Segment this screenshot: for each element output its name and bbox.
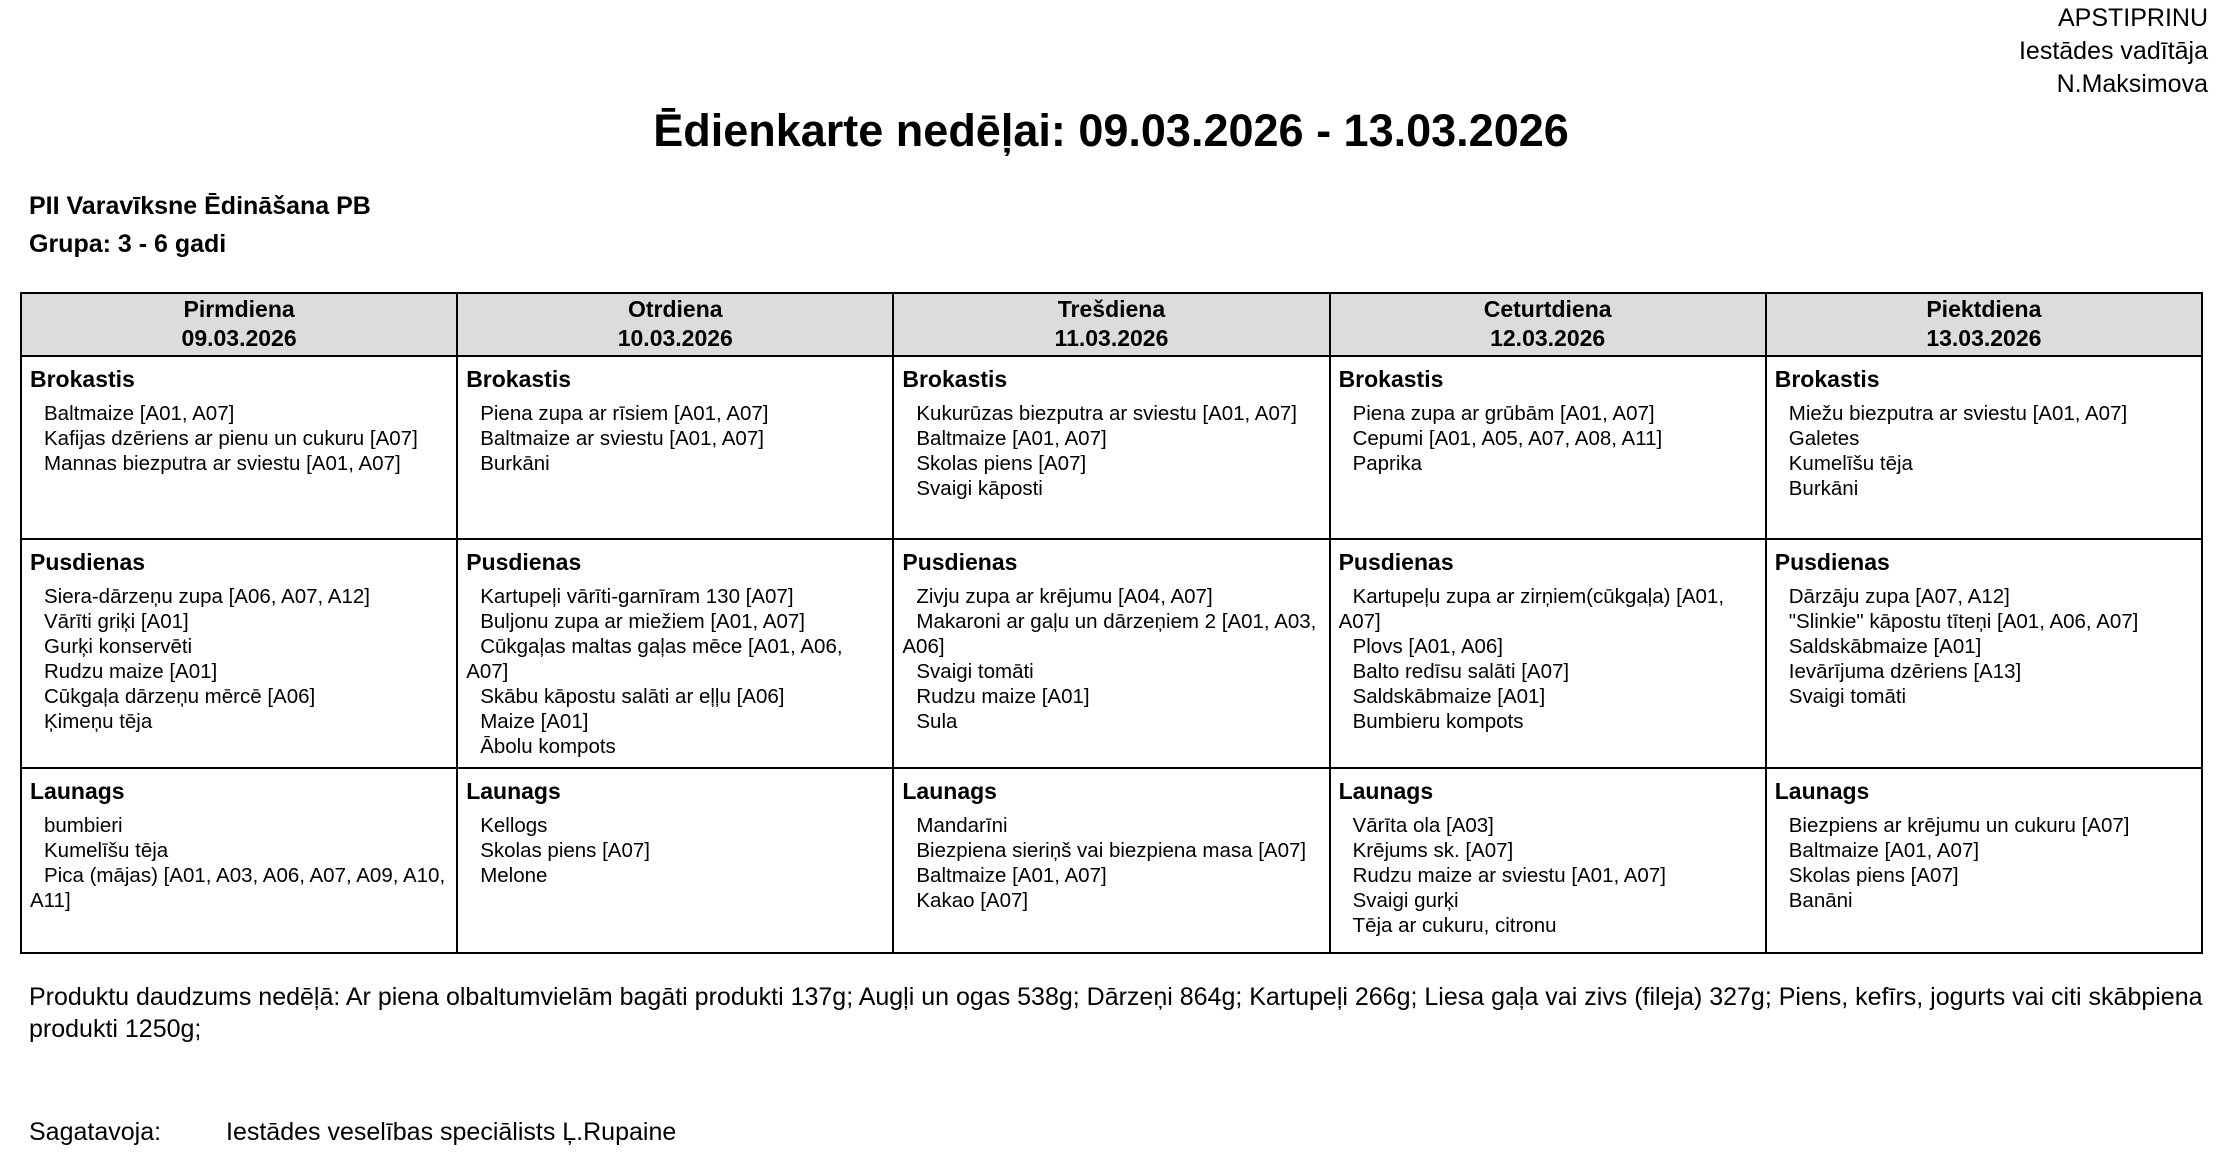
menu-item: Krējums sk. [A07] [1352, 839, 1514, 862]
prepared-by-value: Iestādes veselības speciālists Ļ.Rupaine [226, 1118, 677, 1146]
group-label: Grupa: 3 - 6 gadi [29, 230, 227, 258]
meal-title: Brokastis [30, 366, 135, 392]
meal-title: Brokastis [1774, 366, 1880, 392]
day-name: Otrdiena [627, 296, 723, 322]
meal-cell [893, 356, 1329, 539]
meal-title: Brokastis [466, 366, 572, 392]
approval-label: APSTIPRINU [2057, 4, 2208, 32]
menu-item: Bumbieru kompots [1352, 710, 1524, 733]
menu-item: Skolas piens [A07] [1788, 864, 1959, 887]
menu-item: Kartupeļi vārīti-garnīram 130 [A07] [480, 585, 794, 608]
menu-item: Burkāni [480, 452, 550, 475]
breakfast-row [21, 356, 2202, 539]
menu-item: Rudzu maize ar sviestu [A01, A07] [1352, 864, 1666, 887]
menu-item: Kellogs [480, 814, 548, 837]
menu-item: Maize [A01] [480, 710, 589, 733]
meal-cell [1330, 768, 1766, 953]
menu-item: Dārzāju zupa [A07, A12] [1788, 585, 2010, 608]
org-info [29, 187, 371, 263]
org-name: PII Varavīksne Ēdināšana PB [29, 192, 371, 220]
meal-title: Pusdienas [1338, 549, 1454, 575]
menu-item: Biezpiena sieriņš vai biezpiena masa [A07] [916, 839, 1307, 862]
menu-item: Pica (mājas) [A01, A03, A06, A07, A09, A10, A11] [30, 864, 446, 912]
menu-item: Burkāni [1788, 477, 1859, 500]
day-date: 09.03.2026 [181, 325, 297, 351]
menu-item: Saldskābmaize [A01] [1788, 635, 1982, 658]
prepared-by-label: Sagatavoja: [29, 1118, 162, 1146]
menu-item: Miežu biezputra ar sviestu [A01, A07] [1788, 402, 2128, 425]
menu-item: Mandarīni [916, 814, 1008, 837]
menu-item: Rudzu maize [A01] [44, 660, 218, 683]
day-date: 12.03.2026 [1490, 325, 1606, 351]
menu-item: Rudzu maize [A01] [916, 685, 1090, 708]
menu-item: Melone [480, 864, 548, 887]
menu-item: Galetes [1788, 427, 1860, 450]
menu-item: Ievārījuma dzēriens [A13] [1788, 660, 2022, 683]
day-header-row [21, 293, 2202, 356]
menu-item: Sula [916, 710, 958, 733]
menu-item: Svaigi tomāti [1788, 685, 1907, 708]
menu-item: Cūkgaļa dārzeņu mērcē [A06] [44, 685, 316, 708]
day-name: Trešdiena [1057, 296, 1166, 322]
menu-item: Kukurūzas biezputra ar sviestu [A01, A07] [916, 402, 1297, 425]
meal-title: Brokastis [1338, 366, 1444, 392]
day-header [457, 293, 893, 356]
menu-item: Baltmaize [A01, A07] [44, 402, 235, 425]
meal-title: Pusdienas [902, 549, 1018, 575]
day-date: 13.03.2026 [1926, 325, 2042, 351]
menu-item: Paprika [1352, 452, 1423, 475]
menu-item: Zivju zupa ar krējumu [A04, A07] [916, 585, 1213, 608]
meal-title: Launags [1774, 778, 1870, 804]
day-date: 10.03.2026 [617, 325, 733, 351]
menu-item: Kumelīšu tēja [44, 839, 169, 862]
meal-cell [1766, 356, 2202, 539]
menu-item: Mannas biezputra ar sviestu [A01, A07] [44, 452, 401, 475]
page-title: Ēdienkarte nedēļai: 09.03.2026 - 13.03.2026 [653, 105, 1569, 156]
menu-item: Skolas piens [A07] [480, 839, 650, 862]
meal-title: Launags [466, 778, 561, 804]
meal-cell [457, 356, 893, 539]
menu-item: Biezpiens ar krējumu un cukuru [A07] [1788, 814, 2130, 837]
meal-cell [1766, 768, 2202, 953]
menu-item: Baltmaize ar sviestu [A01, A07] [480, 427, 764, 450]
menu-item: Kakao [A07] [916, 889, 1029, 912]
meal-title: Pusdienas [466, 549, 582, 575]
menu-item: Cūkgaļas maltas gaļas mēce [A01, A06, A07] [466, 635, 843, 683]
meal-cell [1330, 356, 1766, 539]
meal-title: Pusdienas [1774, 549, 1890, 575]
meal-title: Pusdienas [30, 549, 146, 575]
menu-item: Svaigi kāposti [916, 477, 1043, 500]
menu-item: Svaigi tomāti [916, 660, 1034, 683]
meal-title: Brokastis [902, 366, 1008, 392]
meal-cell [893, 539, 1329, 768]
menu-item: Baltmaize [A01, A07] [916, 864, 1107, 887]
menu-item: "Slinkie" kāpostu tīteņi [A01, A06, A07] [1788, 610, 2139, 633]
menu-item: Balto redīsu salāti [A07] [1352, 660, 1570, 683]
meal-cell [1330, 539, 1766, 768]
menu-item: Svaigi gurķi [1352, 889, 1459, 912]
meal-title: Launags [902, 778, 997, 804]
day-date: 11.03.2026 [1054, 325, 1169, 351]
menu-item: Tēja ar cukuru, citronu [1352, 914, 1557, 937]
menu-item: Kafijas dzēriens ar pienu un cukuru [A07] [44, 427, 418, 450]
day-header [1766, 293, 2202, 356]
menu-item: Kumelīšu tēja [1788, 452, 1913, 475]
meal-title: Launags [30, 778, 125, 804]
meal-cell [893, 768, 1329, 953]
day-header [1330, 293, 1766, 356]
approver-name: N.Maksimova [2056, 70, 2208, 98]
day-name: Pirmdiena [183, 296, 295, 322]
menu-item: Cepumi [A01, A05, A07, A08, A11] [1352, 427, 1663, 450]
day-header [21, 293, 457, 356]
approval-block [2019, 2, 2208, 101]
menu-item: Plovs [A01, A06] [1352, 635, 1503, 658]
menu-item: Makaroni ar gaļu un dārzeņiem 2 [A01, A03, A06] [902, 610, 1317, 658]
menu-item: Ķimeņu tēja [44, 710, 153, 733]
menu-item: Piena zupa ar grūbām [A01, A07] [1352, 402, 1655, 425]
menu-item: Baltmaize [A01, A07] [1788, 839, 1980, 862]
menu-item: Buljonu zupa ar miežiem [A01, A07] [480, 610, 805, 633]
day-name: Ceturtdiena [1483, 296, 1612, 322]
menu-item: Skābu kāpostu salāti ar eļļu [A06] [480, 685, 785, 708]
meal-cell [21, 768, 457, 953]
meal-cell [21, 356, 457, 539]
weekly-products-summary: Produktu daudzums nedēļā: Ar piena olbaltumvielām bagāti produkti 137g; Augļi un ogas 538g; Dārzeņi 864g; Kartupeļi 266g; Liesa gaļa vai zivs (fileja) 327g; Piens, kefīrs, jogurts vai citi skābpiena produkti 1250g; [29, 983, 2203, 1043]
meal-cell [457, 768, 893, 953]
approver-position: Iestādes vadītāja [2018, 37, 2208, 65]
menu-item: Ābolu kompots [480, 735, 616, 758]
day-header [893, 293, 1329, 356]
prepared-by [29, 1116, 676, 1148]
menu-item: Kartupeļu zupa ar zirņiem(cūkgaļa) [A01, A07] [1338, 585, 1725, 633]
meal-cell [457, 539, 893, 768]
menu-item: bumbieri [44, 814, 123, 837]
menu-item: Gurķi konservēti [44, 635, 193, 658]
menu-item: Skolas piens [A07] [916, 452, 1087, 475]
menu-item: Vārīta ola [A03] [1352, 814, 1494, 837]
menu-item: Vārīti griķi [A01] [44, 610, 189, 633]
menu-item: Banāni [1788, 889, 1853, 912]
meal-cell [21, 539, 457, 768]
menu-item: Baltmaize [A01, A07] [916, 427, 1107, 450]
lunch-row [21, 539, 2202, 768]
menu-item: Piena zupa ar rīsiem [A01, A07] [480, 402, 769, 425]
meal-title: Launags [1338, 778, 1434, 804]
menu-item: Saldskābmaize [A01] [1352, 685, 1546, 708]
snack-row [21, 768, 2202, 953]
menu-table [20, 292, 2203, 954]
day-name: Piektdiena [1926, 296, 2042, 322]
menu-item: Siera-dārzeņu zupa [A06, A07, A12] [44, 585, 370, 608]
meal-cell [1766, 539, 2202, 768]
